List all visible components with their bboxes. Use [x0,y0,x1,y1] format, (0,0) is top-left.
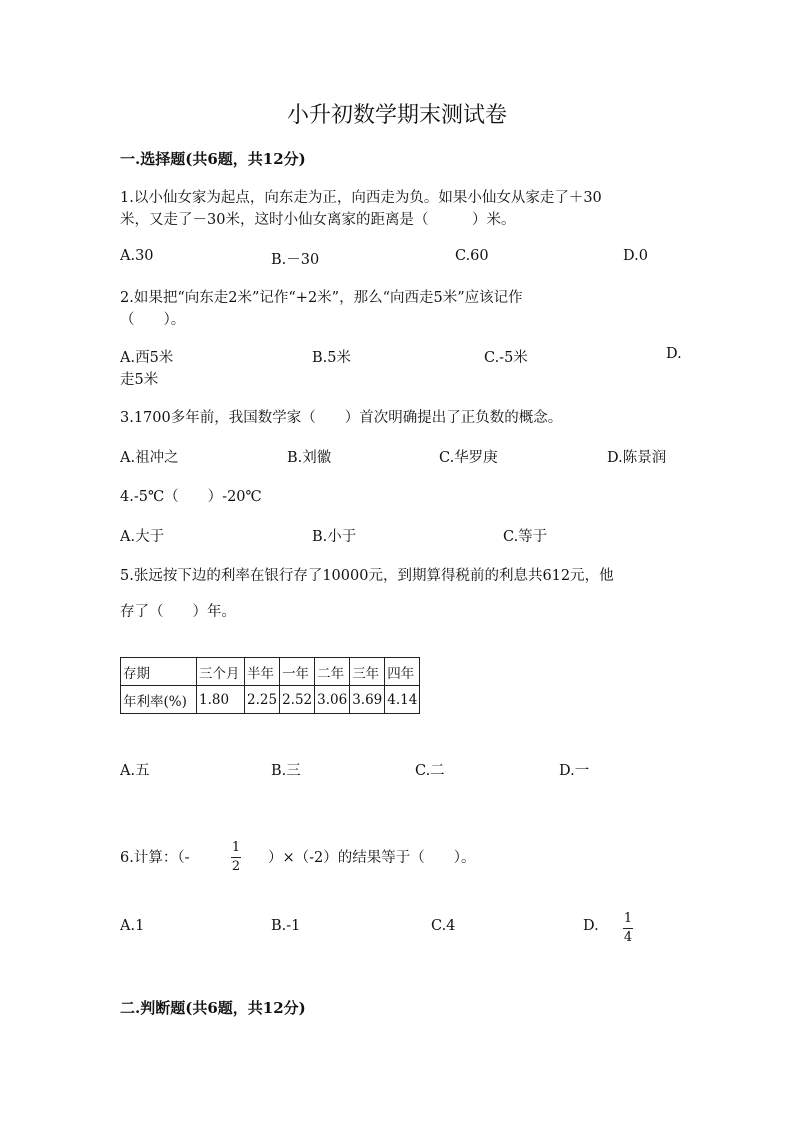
q5-option-a: A.五 [120,763,150,779]
page-title: 小升初数学期末测试卷 [286,103,507,128]
table-header-row [121,658,420,686]
table-cell: 2.25 [245,686,280,714]
question-5-line1: 5.张远按下边的利率在银行存了10000元，到期算得税前的利息共612元，他 [120,568,614,584]
table-cell: 4.14 [385,686,420,714]
fraction-one-half [231,841,241,874]
fraction-numerator: 1 [231,840,241,855]
q6-option-d: D. [583,918,599,934]
question-2-line2: （ ）。 [120,312,186,328]
q3-option-a: A.祖冲之 [120,450,179,466]
q2-option-a: A.西5米 [120,350,174,366]
q1-option-d: D.0 [623,248,648,264]
q1-option-c: C.60 [455,248,489,264]
question-1-line1: 1.以小仙女家为起点，向东走为正，向西走为负。如果小仙女从家走了＋30 [120,190,602,206]
fraction-denominator: 2 [231,859,241,874]
question-2-line1: 2.如果把“向东走2米”记作“+2米”，那么“向西走5米”应该记作 [120,290,523,306]
table-cell: 2.52 [280,686,315,714]
fraction-denominator: 4 [623,930,633,945]
q2-option-b: B.5米 [312,350,351,366]
table-cell: 存期 [121,658,197,686]
table-cell: 1.80 [197,686,245,714]
interest-rate-table [120,657,420,714]
q4-option-b: B.小于 [312,529,357,545]
q4-option-a: A.大于 [120,529,165,545]
fraction-bar [231,857,241,858]
q6-option-a: A.1 [120,918,145,934]
q4-option-c: C.等于 [503,529,548,545]
table-cell: 四年 [385,658,420,686]
question-6-prefix: 6.计算：（- [120,850,190,866]
q1-option-b: B.－30 [271,252,320,268]
q5-option-b: B.三 [271,763,301,779]
question-5-line2: 存了（ ）年。 [120,604,236,620]
q3-option-d: D.陈景润 [607,450,667,466]
fraction-one-quarter [623,912,633,945]
table-cell: 三个月 [197,658,245,686]
table-cell: 3.69 [350,686,385,714]
q2-option-d: D. [666,346,682,362]
q3-option-c: C.华罗庚 [439,450,498,466]
section-heading-choice: 一.选择题(共6题，共12分) [120,150,306,168]
q1-option-a: A.30 [120,248,154,264]
q2-option-c: C.-5米 [484,350,528,366]
q5-option-c: C.二 [415,763,445,779]
q3-option-b: B.刘徽 [287,450,332,466]
section-heading-true-false: 二.判断题(共6题，共12分) [120,999,306,1017]
table-cell: 一年 [280,658,315,686]
question-1-line2: 米，又走了－30米，这时小仙女离家的距离是（ ）米。 [120,212,516,228]
table-row [121,686,420,714]
q6-option-b: B.-1 [271,918,301,934]
table-cell: 半年 [245,658,280,686]
question-3-line1: 3.1700多年前，我国数学家（ ）首次明确提出了正负数的概念。 [120,410,563,426]
q5-option-d: D.一 [559,763,590,779]
fraction-numerator: 1 [623,911,633,926]
q2-option-d-text: 走5米 [120,372,159,388]
table-cell: 三年 [350,658,385,686]
table-cell: 3.06 [315,686,350,714]
q6-option-c: C.4 [431,918,456,934]
fraction-bar [623,928,633,929]
table-cell: 年利率(%) [121,686,197,714]
table-cell: 二年 [315,658,350,686]
question-6-suffix: ）×（-2）的结果等于（ ）。 [268,850,476,866]
question-4-line1: 4.-5℃（ ）-20℃ [120,489,262,505]
